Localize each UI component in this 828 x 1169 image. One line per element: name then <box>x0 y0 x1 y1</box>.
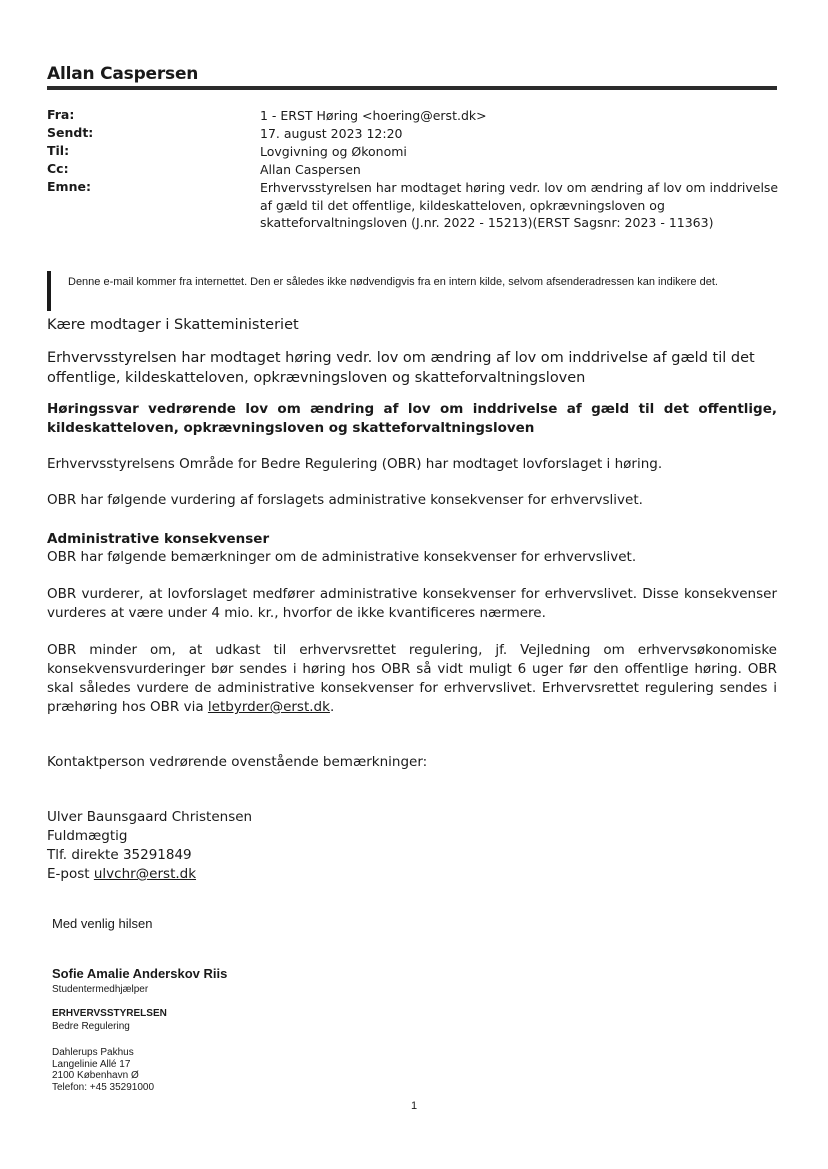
paragraph-1: Erhvervsstyrelsens Område for Bedre Regulering (OBR) har modtaget lovforslaget i høring. <box>47 456 663 472</box>
lead-paragraph: Erhvervsstyrelsen har modtaget høring vedr. lov om ændring af lov om inddrivelse af gæld til det offentlige, kildeskatteloven, opkrævningsloven og skatteforvaltningsloven <box>47 350 755 386</box>
signature-dept: Bedre Regulering <box>52 1021 130 1032</box>
address-line-2: Langelinie Allé 17 <box>52 1058 131 1070</box>
address-line-1: Dahlerups Pakhus <box>52 1047 134 1058</box>
subject-label: Emne: <box>47 179 91 194</box>
paragraph-5-text: OBR minder om, at udkast til erhvervsrettet regulering, jf. Vejledning om erhvervsøkonomiske konsekvensvurderinger bør sendes i høring hos OBR så vidt muligt 6 uger før den offentlige høring. OBR skal således vurdere de administrative konsekvenser for erhvervslivet. Erhvervsrettet regulering sendes i præhøring hos OBR via <box>47 642 777 715</box>
contact-email-link[interactable]: ulvchr@erst.dk <box>93 866 197 882</box>
section-heading: Administrative konsekvenser <box>47 531 270 547</box>
signature-phone: Telefon: +45 35291000 <box>52 1081 155 1093</box>
contact-intro: Kontaktperson vedrørende ovenstående bemærkninger: <box>47 754 428 770</box>
signature-address <box>52 1047 154 1093</box>
to-value: Lovgivning og Økonomi <box>260 144 407 159</box>
from-label: Fra: <box>47 107 75 122</box>
paragraph-3: OBR har følgende bemærkninger om de administrative konsekvenser for erhvervslivet. <box>47 549 637 565</box>
paragraph-2: OBR har følgende vurdering af forslagets administrative konsekvenser for erhvervslivet. <box>47 492 643 508</box>
external-mail-notice: Denne e-mail kommer fra internettet. Den er således ikke nødvendigvis fra en intern kilde, selvom afsenderadressen kan indikere det. <box>68 276 718 288</box>
sent-value: 17. august 2023 12:20 <box>260 126 403 141</box>
notice-bar <box>47 271 51 311</box>
signature-role: Studentermedhjælper <box>52 984 149 995</box>
contact-email-line <box>47 865 777 884</box>
signature-org: ERHVERVSSTYRELSEN <box>52 1008 167 1019</box>
address-line-3: 2100 København Ø <box>52 1070 139 1081</box>
contact-name: Ulver Baunsgaard Christensen <box>47 809 253 825</box>
contact-email-label: E-post <box>47 866 94 882</box>
from-value: 1 - ERST Høring <hoering@erst.dk> <box>260 108 487 123</box>
sent-label: Sendt: <box>47 125 94 140</box>
signature-name: Sofie Amalie Anderskov Riis <box>52 966 228 981</box>
letbyrder-email-link[interactable]: letbyrder@erst.dk <box>207 699 330 715</box>
paragraph-5 <box>47 641 777 717</box>
sender-name: Allan Caspersen <box>47 64 199 84</box>
contact-phone: Tlf. direkte 35291849 <box>47 847 192 863</box>
cc-value: Allan Caspersen <box>260 162 361 177</box>
contact-title: Fuldmægtig <box>47 828 128 844</box>
header-divider <box>47 86 777 90</box>
paragraph-4: OBR vurderer, at lovforslaget medfører administrative konsekvenser for erhvervslivet. Disse konsekvenser vurderes at være under 4 mio. kr., hvorfor de ikke kvantificeres nærmere. <box>47 586 777 621</box>
response-heading: Høringssvar vedrørende lov om ændring af lov om inddrivelse af gæld til det offentlige, kildeskatteloven, opkrævningsloven og skatteforvaltningsloven <box>47 401 777 436</box>
page-number: 1 <box>410 1100 418 1112</box>
closing: Med venlig hilsen <box>52 916 153 931</box>
cc-label: Cc: <box>47 161 69 176</box>
to-label: Til: <box>47 143 70 158</box>
subject-value: Erhvervsstyrelsen har modtaget høring vedr. lov om ændring af lov om inddrivelse af gæld til det offentlige, kildeskatteloven, opkrævningsloven og skatteforvaltningsloven (J.nr. 2022 - 15213)(ERST Sagsnr: 2023 - 11363) <box>260 180 779 230</box>
salutation: Kære modtager i Skatteministeriet <box>47 317 299 333</box>
paragraph-5-end: . <box>329 699 335 715</box>
